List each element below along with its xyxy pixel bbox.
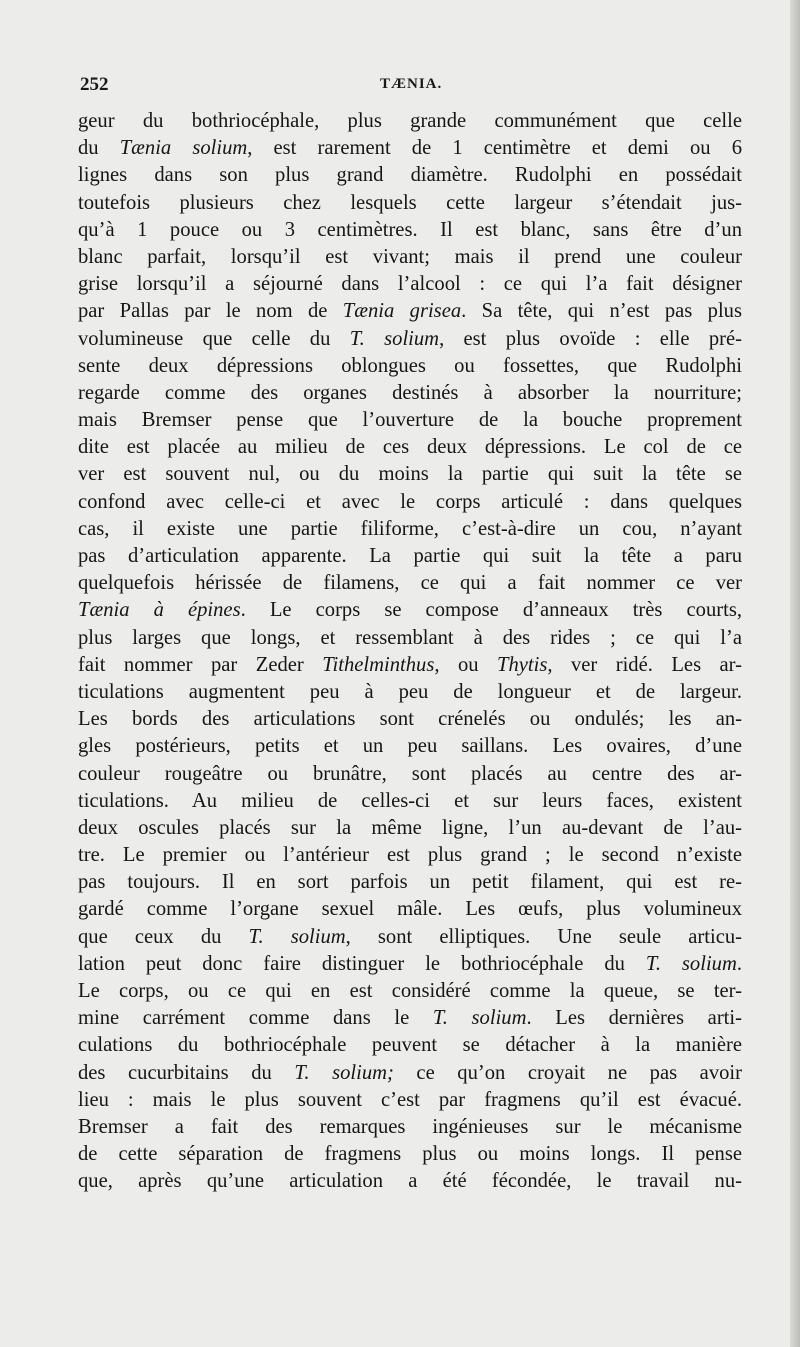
italic-text: Tænia solium xyxy=(119,137,248,160)
text-run: culations du bothriocéphale peuvent se détacher à la manière xyxy=(78,1034,742,1057)
text-line xyxy=(78,706,742,733)
text-run: lieu : mais le plus souvent c’est par fragmens qu’il est évacué. xyxy=(78,1088,742,1111)
text-run: Le corps, ou ce qui en est considéré comme la queue, se ter- xyxy=(78,980,742,1002)
text-run: geur du bothriocéphale, plus grande communément que celle xyxy=(78,110,742,132)
text-line xyxy=(78,516,742,543)
body-text xyxy=(78,108,742,1196)
text-line xyxy=(78,679,742,706)
text-run: gles postérieurs, petits et un peu saillans. Les ovaires, d’une xyxy=(78,735,742,758)
text-line xyxy=(78,298,742,325)
text-run: que ceux du xyxy=(78,925,249,948)
text-run: ticulations. Au milieu de celles-ci et sur leurs faces, existent xyxy=(78,789,742,812)
text-run: couleur rougeâtre ou brunâtre, sont placés au centre des ar- xyxy=(78,762,742,785)
text-run: ticulations augmentent peu à peu de longueur et de largeur. xyxy=(78,680,742,703)
text-line xyxy=(78,842,742,869)
text-run: que, après qu’une articulation a été fécondée, le travail nu- xyxy=(78,1170,742,1193)
text-line xyxy=(78,353,742,380)
text-line xyxy=(78,1168,742,1195)
text-run: toutefois plusieurs chez lesquels cette largeur s’étendait jus- xyxy=(78,191,742,214)
text-run: , est rarement de 1 centimètre et demi ou 6 xyxy=(247,137,742,160)
text-line xyxy=(78,815,742,842)
text-line xyxy=(78,896,742,923)
text-run: grise lorsqu’il a séjourné dans l’alcool : ce qui l’a fait désigner xyxy=(78,273,742,296)
text-run: plus larges que longs, et ressemblant à des rides ; ce qui l’a xyxy=(78,626,742,649)
text-line xyxy=(78,951,742,978)
text-run: , sont elliptiques. Une seule articu- xyxy=(345,925,742,948)
text-run: blanc parfait, lorsqu’il est vivant; mais il prend une couleur xyxy=(78,245,742,268)
text-run: de cette séparation de fragmens plus ou moins longs. Il pense xyxy=(78,1143,742,1166)
text-line xyxy=(78,217,742,244)
running-title: TÆNIA. xyxy=(380,76,443,92)
text-run: Bremser a fait des remarques ingénieuses sur le mécanisme xyxy=(78,1115,742,1138)
text-run: , ver ridé. Les ar- xyxy=(547,653,742,676)
text-line xyxy=(78,1114,742,1141)
text-run: , est plus ovoïde : elle pré- xyxy=(439,327,742,350)
text-run: regarde comme des organes destinés à absorber la nourriture; xyxy=(78,381,742,404)
italic-text: T. solium xyxy=(349,327,440,350)
text-run: ver est souvent nul, ou du moins la partie qui suit la tête se xyxy=(78,463,742,486)
text-line xyxy=(78,108,742,135)
italic-text: T. solium xyxy=(432,1007,527,1030)
text-line xyxy=(78,869,742,896)
text-run: mais Bremser pense que l’ouverture de la bouche proprement xyxy=(78,409,742,432)
text-line xyxy=(78,1032,742,1059)
text-line xyxy=(78,407,742,434)
text-run: . Le corps se compose d’anneaux très courts, xyxy=(240,599,742,622)
text-line xyxy=(78,271,742,298)
text-run: . Les dernières arti- xyxy=(526,1007,742,1030)
italic-text: Thytis xyxy=(497,653,548,676)
text-run: gardé comme l’organe sexuel mâle. Les œufs, plus volumineux xyxy=(78,898,742,921)
text-line xyxy=(78,162,742,189)
text-line xyxy=(78,733,742,760)
text-run: sente deux dépressions oblongues ou fossettes, que Rudolphi xyxy=(78,354,742,377)
italic-text: Tænia à épines xyxy=(78,599,241,622)
text-line xyxy=(78,1005,742,1032)
text-run: dite est placée au milieu de ces deux dépressions. Le col de ce xyxy=(78,436,742,459)
text-line xyxy=(78,244,742,271)
text-line xyxy=(78,570,742,597)
text-line xyxy=(78,380,742,407)
page-header xyxy=(80,74,740,104)
text-run: lignes dans son plus grand diamètre. Rudolphi en possédait xyxy=(78,164,742,187)
text-run: confond avec celle-ci et avec le corps articulé : dans quelques xyxy=(78,490,742,513)
text-run: quelquefois hérissée de filamens, ce qui a fait nommer ce ver xyxy=(78,572,742,595)
page-number: 252 xyxy=(80,74,109,95)
text-line xyxy=(78,489,742,516)
text-line xyxy=(78,190,742,217)
text-line xyxy=(78,978,742,1005)
text-run: . xyxy=(736,952,742,975)
text-run: Les bords des articulations sont crénelés ou ondulés; les an- xyxy=(78,708,742,731)
text-line xyxy=(78,135,742,162)
text-line xyxy=(78,761,742,788)
italic-text: T. solium; xyxy=(294,1061,394,1084)
text-line xyxy=(78,625,742,652)
text-run: . Sa tête, qui n’est pas plus xyxy=(461,300,742,323)
text-run: pas toujours. Il en sort parfois un petit filament, qui est re- xyxy=(78,871,742,894)
italic-text: T. solium xyxy=(248,925,346,948)
text-line xyxy=(78,1060,742,1087)
page-edge xyxy=(790,0,800,1347)
text-line xyxy=(78,788,742,815)
text-run: deux oscules placés sur la même ligne, l’un au-devant de l’au- xyxy=(78,816,742,839)
text-run: fait nommer par Zeder xyxy=(78,653,323,676)
text-line xyxy=(78,924,742,951)
text-run: par Pallas par le nom de xyxy=(78,300,343,323)
text-line xyxy=(78,461,742,488)
text-run: lation peut donc faire distinguer le bothriocéphale du xyxy=(78,952,646,975)
text-line xyxy=(78,434,742,461)
text-line xyxy=(78,543,742,570)
text-run: cas, il existe une partie filiforme, c’est-à-dire un cou, n’ayant xyxy=(78,517,742,540)
italic-text: Tænia grisea xyxy=(342,300,462,323)
text-run: ce qu’on croyait ne pas avoir xyxy=(393,1061,742,1084)
text-line xyxy=(78,1141,742,1168)
text-run: tre. Le premier ou l’antérieur est plus grand ; le second n’existe xyxy=(78,844,742,867)
text-line xyxy=(78,1087,742,1114)
text-run: , ou xyxy=(434,653,498,676)
italic-text: T. solium xyxy=(645,952,737,975)
text-run: pas d’articulation apparente. La partie qui suit la tête a paru xyxy=(78,545,742,567)
text-run: mine carrément comme dans le xyxy=(78,1007,433,1030)
text-line xyxy=(78,652,742,679)
text-run: des cucurbitains du xyxy=(78,1061,295,1084)
text-run: volumineuse que celle du xyxy=(78,327,350,350)
text-line xyxy=(78,597,742,624)
italic-text: Tithelminthus xyxy=(322,653,435,676)
text-run: du xyxy=(78,137,120,160)
text-line xyxy=(78,326,742,353)
text-run: qu’à 1 pouce ou 3 centimètres. Il est blanc, sans être d’un xyxy=(78,218,742,241)
